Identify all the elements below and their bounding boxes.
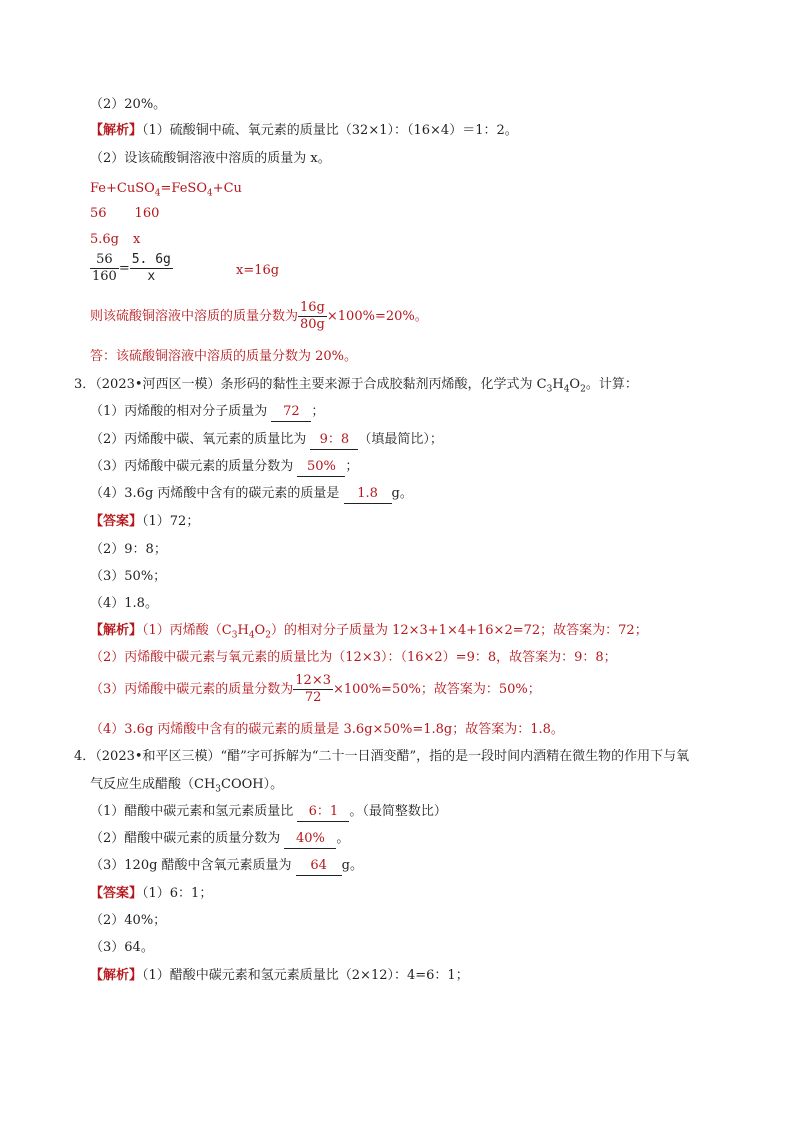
calc-post: ×100%=20%。 bbox=[326, 309, 428, 324]
answer-blank: 9：8 bbox=[310, 431, 358, 450]
part-text: （3）120g 醋酸中含氧元素质量为 bbox=[90, 858, 296, 873]
eq-part: =FeSO bbox=[160, 181, 207, 196]
q3-jiexi-4 bbox=[90, 721, 564, 739]
sub: 2 bbox=[265, 630, 271, 641]
part-text: （2）醋酸中碳元素的质量分数为 bbox=[90, 831, 285, 846]
q3-part-4 bbox=[90, 485, 413, 504]
part-text: （4）3.6g 丙烯酸中含有的碳元素的质量是 bbox=[90, 486, 344, 501]
q3-jiexi-1 bbox=[90, 622, 648, 645]
eq-part: Fe+CuSO bbox=[90, 181, 155, 196]
stem-text: 。计算： bbox=[585, 377, 638, 392]
molar-mass-fe: 56 bbox=[90, 206, 107, 221]
jiexi-tag: 【解析】 bbox=[90, 623, 143, 638]
q2-values bbox=[90, 231, 140, 249]
eq-sub: 4 bbox=[206, 188, 213, 199]
sub: 3 bbox=[231, 630, 238, 641]
jiexi-tag: 【解析】 bbox=[90, 968, 143, 983]
stem-text: 4．（2023•和平区三模）“醋”字可拆解为“二十一日酒变醋”，指的是一段时间内酒精在微生物的作用下与氧 bbox=[74, 749, 690, 764]
molar-mass-cuso4: 160 bbox=[134, 206, 160, 221]
part-text: g。 bbox=[341, 858, 363, 873]
eq-sub: 4 bbox=[154, 188, 161, 199]
jiexi-text: （1）丙烯酸（C bbox=[142, 623, 232, 638]
equals-sign: = bbox=[118, 261, 130, 276]
q3-answer-2 bbox=[90, 541, 167, 559]
q2-jiexi-2-text: （2）设该硫酸铜溶液中溶质的质量为 x。 bbox=[90, 151, 331, 166]
answer-blank: 64 bbox=[296, 857, 342, 876]
q3-stem bbox=[74, 376, 638, 399]
value-x: x bbox=[133, 232, 141, 247]
sub: 3 bbox=[215, 784, 222, 795]
q2-answer-2 bbox=[90, 96, 166, 114]
q3-answer-1 bbox=[90, 513, 199, 531]
q2-final-answer bbox=[90, 348, 357, 366]
q4-stem-2 bbox=[90, 776, 283, 799]
jiexi-text: O bbox=[254, 623, 266, 638]
answer-blank: 40% bbox=[284, 830, 336, 849]
q2-equation bbox=[90, 180, 242, 203]
q4-part-3 bbox=[90, 857, 363, 876]
q4-part-1 bbox=[90, 803, 447, 822]
fraction-56-160: $\frac{56}{160}$ bbox=[92, 252, 117, 284]
sub: 4 bbox=[563, 384, 570, 395]
answer-blank: 6：1 bbox=[297, 803, 349, 822]
answer-blank: 50% bbox=[297, 458, 345, 477]
part-text: （2）丙烯酸中碳、氧元素的质量比为 bbox=[90, 432, 311, 447]
q2-result bbox=[236, 262, 279, 280]
sub: 2 bbox=[580, 384, 586, 395]
q4-part-2 bbox=[90, 830, 349, 849]
q3-part-2 bbox=[90, 431, 443, 450]
jiexi-text: （3）丙烯酸中碳元素的质量分数为 bbox=[90, 682, 294, 697]
fraction-5.6g-x: $\frac{5. 6g}{x}$ bbox=[131, 252, 171, 284]
part-text: （1）醋酸中碳元素和氢元素质量比 bbox=[90, 804, 298, 819]
jiexi-text: （2）丙烯酸中碳元素与氧元素的质量比为（12×3）：（16×2）=9：8，故答案为：9：8； bbox=[90, 650, 617, 665]
part-text: ； bbox=[311, 404, 325, 419]
final-answer-text: 答：该硫酸铜溶液中溶质的质量分数为 20%。 bbox=[90, 349, 358, 364]
stem-text: COOH）。 bbox=[221, 777, 284, 792]
answer-text: （2）40%； bbox=[90, 913, 167, 928]
jiexi-text: H bbox=[237, 623, 249, 638]
q4-answer-3 bbox=[90, 939, 154, 957]
eq-part: +Cu bbox=[212, 181, 242, 196]
fraction-16g-80g: $\frac{16g}{80g}$ bbox=[300, 300, 325, 332]
q2-jiexi-1 bbox=[90, 122, 518, 140]
q4-answer-1 bbox=[90, 885, 212, 903]
q2-jiexi-2 bbox=[90, 150, 331, 168]
part-text: 。（最简整数比） bbox=[349, 804, 447, 819]
answer-text: （3）64。 bbox=[90, 940, 154, 955]
q2-molar-masses bbox=[90, 205, 159, 223]
q4-answer-2 bbox=[90, 912, 166, 930]
sub: 3 bbox=[546, 384, 553, 395]
calc-pre: 则该硫酸铜溶液中溶质的质量分数为 bbox=[90, 309, 299, 324]
value-fe: 5.6g bbox=[90, 232, 119, 247]
q3-jiexi-3 bbox=[90, 673, 541, 706]
part-text: （1）丙烯酸的相对分子质量为 bbox=[90, 404, 272, 419]
q3-answer-3 bbox=[90, 568, 166, 586]
daan-tag: 【答案】 bbox=[90, 514, 143, 529]
answer-blank: 1.8 bbox=[344, 485, 392, 504]
jiexi-tag: 【解析】 bbox=[90, 123, 143, 138]
part-text: （3）丙烯酸中碳元素的质量分数为 bbox=[90, 459, 298, 474]
answer-text: （4）1.8。 bbox=[90, 596, 158, 611]
q2-jiexi-1-text: （1）硫酸铜中硫、氧元素的质量比（32×1）：（16×4）＝1：2。 bbox=[142, 123, 518, 138]
answer-text: （3）50%； bbox=[90, 569, 167, 584]
q4-jiexi-1 bbox=[90, 967, 469, 985]
stem-text: H bbox=[552, 377, 564, 392]
q3-part-1 bbox=[90, 403, 324, 422]
q3-part-3 bbox=[90, 458, 358, 477]
part-text: g。 bbox=[391, 486, 413, 501]
jiexi-text: （4）3.6g 丙烯酸中含有的碳元素的质量是 3.6g×50%=1.8g；故答案为：1.8。 bbox=[90, 722, 564, 737]
result-text: x=16g bbox=[236, 263, 280, 278]
jiexi-text: （1）醋酸中碳元素和氢元素质量比（2×12）：4=6：1； bbox=[142, 968, 469, 983]
jiexi-text: ）的相对分子质量为 12×3+1×4+16×2=72；故答案为：72； bbox=[270, 623, 648, 638]
q4-stem-1 bbox=[74, 748, 689, 766]
daan-tag: 【答案】 bbox=[90, 886, 143, 901]
stem-text: 3．（2023•河西区一模）条形码的黏性主要来源于合成胶黏剂丙烯酸，化学式为 C bbox=[74, 377, 547, 392]
stem-text: O bbox=[569, 377, 581, 392]
answer-text: （2）9：8； bbox=[90, 542, 167, 557]
answer-text: （1）6：1； bbox=[142, 886, 213, 901]
stem-text: 气反应生成醋酸（CH bbox=[90, 777, 216, 792]
q2-proportion bbox=[90, 252, 173, 285]
fraction-12x3-72: $\frac{12\times 3}{72}$ bbox=[295, 673, 331, 705]
q3-jiexi-2 bbox=[90, 649, 617, 667]
answer-text: （1）72； bbox=[142, 514, 200, 529]
part-text: 。 bbox=[336, 831, 350, 846]
jiexi-text: ×100%=50%；故答案为：50%； bbox=[333, 682, 541, 697]
part-text: ； bbox=[345, 459, 359, 474]
q2-answer-2-text: （2）20%。 bbox=[90, 97, 167, 112]
answer-blank: 72 bbox=[271, 403, 311, 422]
q3-answer-4 bbox=[90, 595, 158, 613]
sub: 4 bbox=[248, 630, 255, 641]
part-text: （填最简比）； bbox=[358, 432, 443, 447]
q2-calc bbox=[90, 300, 428, 333]
